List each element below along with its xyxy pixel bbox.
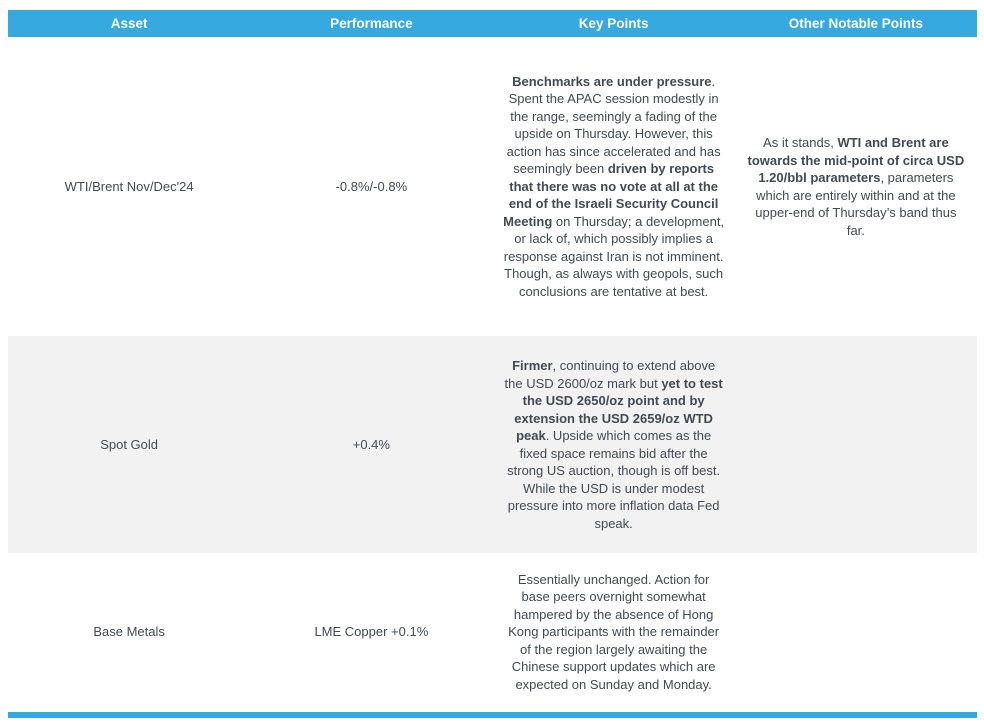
table-header-row xyxy=(8,10,977,37)
column-header-key-points: Key Points xyxy=(493,10,735,37)
key-points-cell: Benchmarks are under pressure. Spent the APAC session modestly in the range, seemingly a fading of the upside on Thursday. However, this action has since accelerated and has seemingly been driven by reports that there was no vote at all at the end of the Israeli Security Council Meeting on Thursday; a development, or lack of, which possibly implies a response against Iran is not imminent. Though, as always with geopols, such conclusions are tentative at best. xyxy=(503,73,725,299)
asset-cell: Spot Gold xyxy=(100,436,159,452)
other-notable-points-cell: As it stands, WTI and Brent are towards the mid-point of circa USD 1.20/bbl parameters, parameters which are entirely within and at the upper-end of Thursday’s band thus far. xyxy=(747,135,965,238)
asset-cell: WTI/Brent Nov/Dec'24 xyxy=(64,178,194,194)
bottom-rule xyxy=(8,712,977,718)
asset-summary-table xyxy=(8,10,977,711)
other-notable-points-cell xyxy=(735,336,977,553)
performance-cell: -0.8%/-0.8% xyxy=(335,178,408,194)
column-header-other-notable-points: Other Notable Points xyxy=(735,10,977,37)
key-points-cell: Essentially unchanged. Action for base peers overnight somewhat hampered by the absence of Hong Kong participants with the remainder of the region largely awaiting the Chinese support updates which are expected on Sunday and Monday. xyxy=(508,571,720,692)
table-row xyxy=(8,37,977,336)
other-notable-points-cell xyxy=(735,553,977,711)
column-header-asset: Asset xyxy=(8,10,250,37)
performance-cell: +0.4% xyxy=(352,436,390,452)
performance-cell: LME Copper +0.1% xyxy=(314,624,429,640)
table-row xyxy=(8,336,977,553)
table-row xyxy=(8,553,977,711)
key-points-cell: Firmer, continuing to extend above the USD 2600/oz mark but yet to test the USD 2650/oz point and by extension the USD 2659/oz WTD peak. Upside which comes as the fixed space remains bid after the strong US auction, though is off best. While the USD is under modest pressure into more inflation data Fed speak. xyxy=(504,358,723,531)
column-header-performance: Performance xyxy=(250,10,492,37)
asset-cell: Base Metals xyxy=(93,624,165,640)
